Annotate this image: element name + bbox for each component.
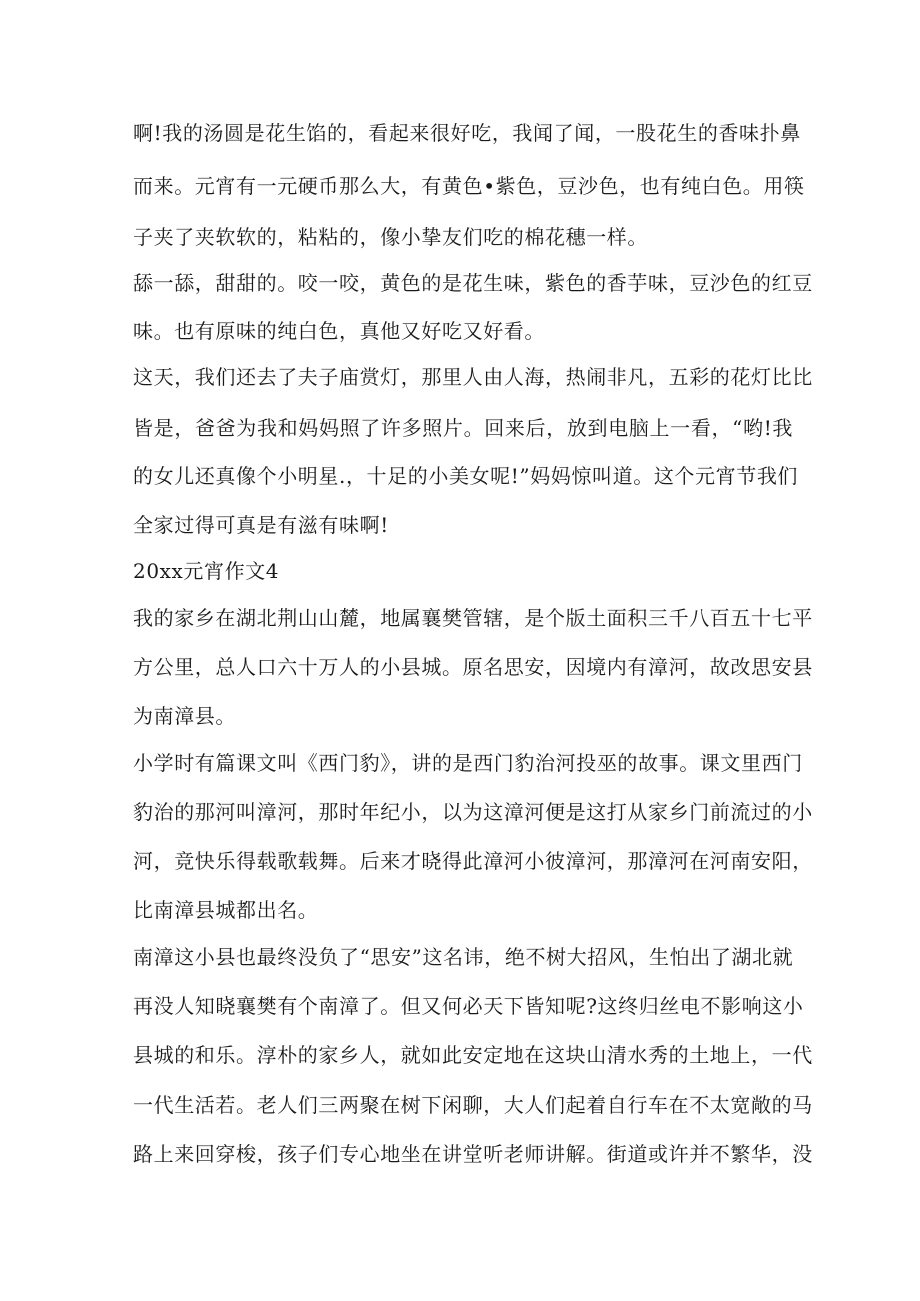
text-line: 味。也有原味的纯白色，真他又好吃又好看。 [133, 319, 545, 343]
text-line: 河，竞快乐得载歌载舞。后来才晓得此漳河小彼漳河，那漳河在河南安阳， [133, 849, 813, 873]
text-line: 路上来回穿梭，孩子们专心地坐在讲堂听老师讲解。街道或许并不繁华，没 [133, 1142, 813, 1166]
text-line: 子夹了夹软软的，粘粘的，像小挚友们吃的棉花穗一样。 [133, 225, 648, 249]
text-line: 方公里，总人口六十万人的小县城。原名思安，因境内有漳河，故改思安县 [133, 655, 813, 679]
section-heading: 20xx元宵作文4 [133, 559, 280, 583]
text-line: 的女儿还真像个小明星.，十足的小美女呢!”妈妈惊叫道。这个元宵节我们 [133, 464, 799, 488]
text-line: 县城的和乐。淳朴的家乡人，就如此安定地在这块山清水秀的土地上，一代 [133, 1043, 813, 1067]
text-line: 全家过得可真是有滋有味啊! [133, 513, 389, 537]
text-line: 我的家乡在湖北荆山山麓，地属襄樊管辖，是个版土面积三千八百五十七平 [133, 606, 813, 630]
text-line: 这天，我们还去了夫子庙赏灯，那里人由人海，热闹非凡，五彩的花灯比比 [133, 365, 813, 389]
text-line: 一代生活若。老人们三两聚在树下闲聊，大人们起着自行车在不太宽敞的马 [133, 1093, 813, 1117]
text-line: 而来。元宵有一元硬币那么大，有黄色•紫色，豆沙色，也有纯白色。用筷 [133, 174, 805, 198]
text-line: 为南漳县。 [133, 704, 236, 728]
text-line: 皆是，爸爸为我和妈妈照了许多照片。回来后，放到电脑上一看，“哟!我 [133, 416, 793, 440]
text-line: 比南漳县城都出名。 [133, 898, 319, 922]
text-line: 豹治的那河叫漳河，那时年纪小，以为这漳河便是这打从家乡门前流过的小 [133, 800, 813, 824]
text-line: 南漳这小县也最终没负了“思安”这名讳，绝不树大招风，生怕出了湖北就 [133, 945, 794, 969]
text-line: 舔一舔，甜甜的。咬一咬，黄色的是花生味，紫色的香芋味，豆沙色的红豆 [133, 271, 813, 295]
text-line: 小学时有篇课文叫《西门豹》，讲的是西门豹治河投巫的故事。课文里西门 [133, 751, 803, 775]
text-line: 再没人知晓襄樊有个南漳了。但又何必天下皆知呢?这终归丝电不影响这小 [133, 994, 804, 1018]
text-line: 啊!我的汤圆是花生馅的，看起来很好吃，我闻了闻，一股花生的香味扑鼻 [133, 121, 801, 145]
